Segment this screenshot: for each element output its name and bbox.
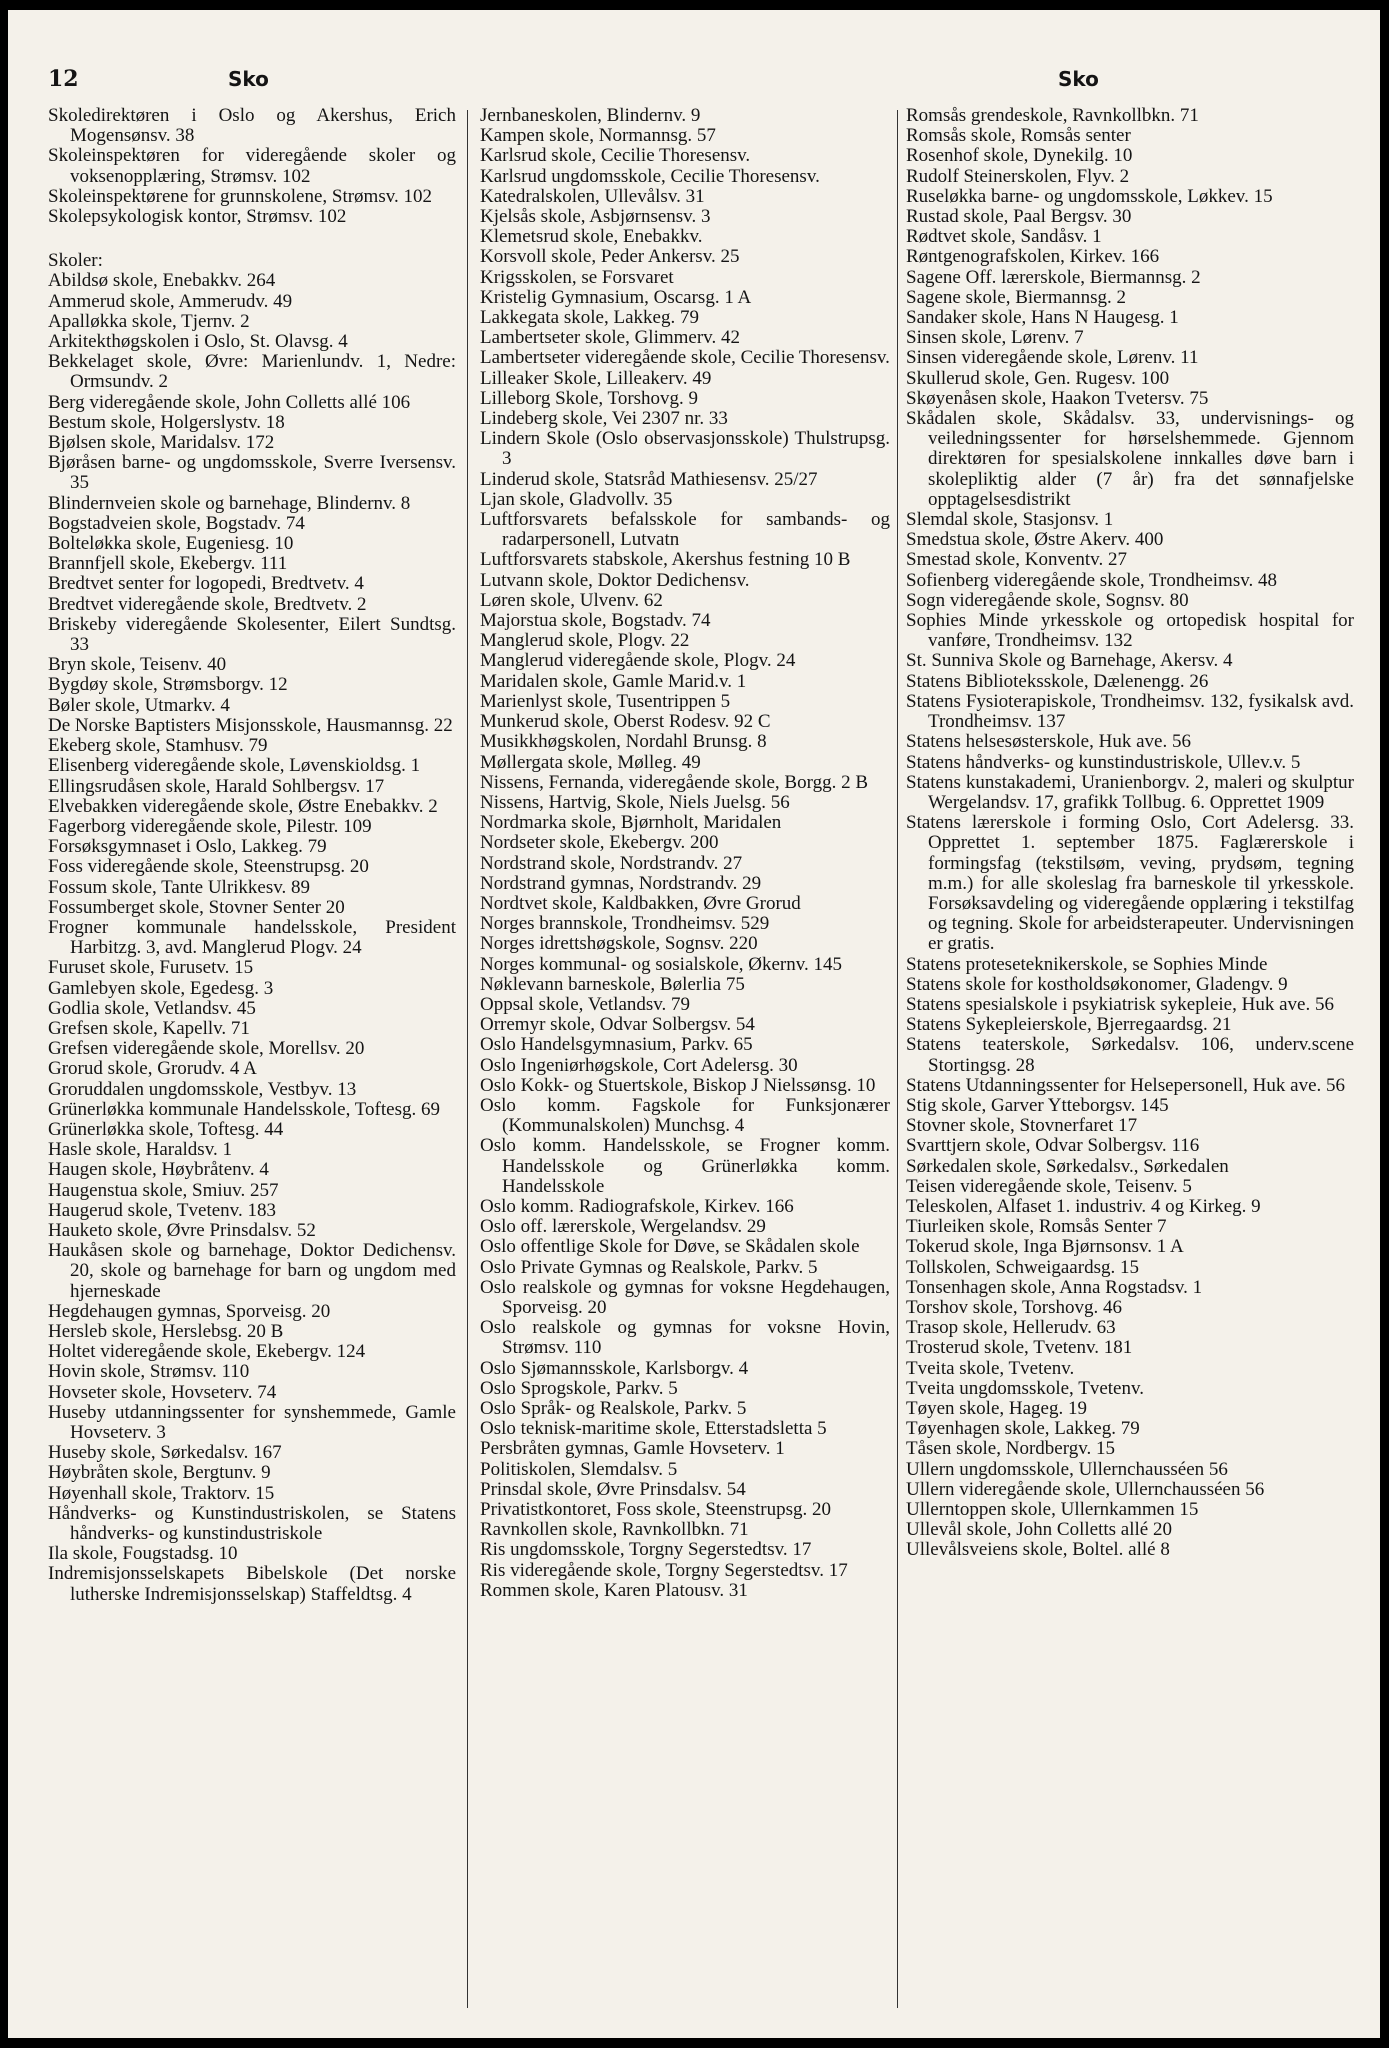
directory-entry: Blindernveien skole og barnehage, Blindernv. 8 bbox=[48, 492, 411, 514]
directory-entry: Statens kunstakademi, Uranienborgv. 2, maleri og skulptur Wergelandsv. 17, grafikk Tollbug. 6. Opprettet 1909 bbox=[906, 771, 1354, 813]
directory-entry: Oslo Sprogskole, Parkv. 5 bbox=[480, 1377, 678, 1399]
directory-entry: Skoledirektøren i Oslo og Akershus, Erich Mogensønsv. 38 bbox=[48, 106, 456, 147]
directory-entry: Sinsen skole, Lørenv. 7 bbox=[906, 327, 1084, 349]
directory-entry: Kristelig Gymnasium, Oscarsg. 1 A bbox=[480, 286, 752, 308]
directory-entry: Tåsen skole, Nordbergv. 15 bbox=[906, 1438, 1115, 1460]
directory-entry: Klemetsrud skole, Enebakkv. bbox=[480, 226, 703, 248]
directory-entry: Nordtvet skole, Kaldbakken, Øvre Grorud bbox=[480, 892, 801, 914]
directory-entry: Elvebakken videregående skole, Østre Enebakkv. 2 bbox=[48, 795, 438, 817]
directory-entry: Statens teaterskole, Sørkedalsv. 106, underv.scene Stortingsg. 28 bbox=[906, 1034, 1354, 1076]
directory-entry: Ullern ungdomsskole, Ullernchausséen 56 bbox=[906, 1458, 1228, 1480]
directory-entry: Nøklevann barneskole, Bølerlia 75 bbox=[480, 973, 745, 995]
directory-entry: Maridalen skole, Gamle Marid.v. 1 bbox=[480, 670, 747, 692]
directory-entry: Romsås skole, Romsås senter bbox=[906, 125, 1131, 147]
directory-entry: Røntgenografskolen, Kirkev. 166 bbox=[906, 246, 1160, 268]
directory-entry: Oslo Ingeniørhøgskole, Cort Adelersg. 30 bbox=[480, 1054, 798, 1076]
directory-entry: Persbråten gymnas, Gamle Hovseterv. 1 bbox=[480, 1438, 785, 1460]
directory-entry: Teleskolen, Alfaset 1. industriv. 4 og Kirkeg. 9 bbox=[906, 1195, 1261, 1217]
directory-entry: Lambertseter videregående skole, Cecilie Thoresensv. bbox=[480, 347, 890, 369]
directory-entry: Tøyen skole, Hageg. 19 bbox=[906, 1398, 1087, 1419]
directory-entry: Prinsdal skole, Øvre Prinsdalsv. 54 bbox=[480, 1478, 746, 1500]
directory-entry: Håndverks- og Kunstindustriskolen, se Statens håndverks- og kunstindustriskole bbox=[48, 1502, 456, 1545]
directory-entry: Huseby utdanningssenter for synshemmede, Gamle Hovseterv. 3 bbox=[48, 1401, 456, 1443]
directory-entry: Statens spesialskole i psykiatrisk sykepleie, Huk ave. 56 bbox=[906, 993, 1334, 1015]
directory-entry: Indremisjonsselskapets Bibelskole (Det norske lutherske Indremisjonsselskap) Staffeldtsg. 4 bbox=[48, 1563, 456, 1605]
directory-entry: Statens proteseteknikerskole, se Sophies Minde bbox=[906, 953, 1268, 975]
directory-entry: Skoleinspektørene for grunnskolene, Strømsv. 102 bbox=[48, 185, 432, 207]
directory-entry: Ullerntoppen skole, Ullernkammen 15 bbox=[906, 1499, 1199, 1521]
directory-entry: Forsøksgymnaset i Oslo, Lakkeg. 79 bbox=[48, 836, 327, 858]
directory-entry: Sogn videregående skole, Sognsv. 80 bbox=[906, 589, 1189, 611]
directory-entry: Politiskolen, Slemdalsv. 5 bbox=[480, 1458, 678, 1480]
directory-entry: Katedralskolen, Ullevålsv. 31 bbox=[480, 185, 705, 207]
directory-entry: Oslo teknisk-maritime skole, Etterstadsletta 5 bbox=[480, 1418, 827, 1440]
directory-entry: Fossum skole, Tante Ulrikkesv. 89 bbox=[48, 876, 311, 898]
column-divider bbox=[897, 110, 898, 2008]
directory-entry: Møllergata skole, Mølleg. 49 bbox=[480, 751, 701, 773]
directory-entry: Sandaker skole, Hans N Haugesg. 1 bbox=[906, 307, 1179, 329]
directory-entry: Linderud skole, Statsråd Mathiesensv. 25/27 bbox=[480, 468, 818, 490]
directory-entry: Skullerud skole, Gen. Rugesv. 100 bbox=[906, 367, 1170, 389]
directory-entry: Ris videregående skole, Torgny Segerstedtsv. 17 bbox=[480, 1559, 848, 1581]
directory-entry: Ravnkollen skole, Ravnkollbkn. 71 bbox=[480, 1519, 749, 1541]
directory-entry: Høybråten skole, Bergtunv. 9 bbox=[48, 1462, 271, 1484]
directory-entry: Ullevålsveiens skole, Boltel. allé 8 bbox=[906, 1539, 1170, 1561]
column-divider bbox=[467, 110, 468, 2008]
directory-entry: Bredtvet videregående skole, Bredtvetv. 2 bbox=[48, 593, 367, 615]
directory-entry: Sinsen videregående skole, Lørenv. 11 bbox=[906, 347, 1199, 369]
directory-entry: Norges kommunal- og sosialskole, Økernv. 145 bbox=[480, 953, 843, 975]
directory-entry: Manglerud skole, Plogv. 22 bbox=[480, 630, 690, 652]
directory-entry: Tiurleiken skole, Romsås Senter 7 bbox=[906, 1216, 1167, 1238]
directory-entry: Hegdehaugen gymnas, Sporveisg. 20 bbox=[48, 1300, 331, 1322]
directory-entry: Oslo Private Gymnas og Realskole, Parkv. 5 bbox=[480, 1256, 818, 1278]
directory-entry: Briskeby videregående Skolesenter, Eilert Sundtsg. 33 bbox=[48, 613, 456, 656]
directory-entry: Rosenhof skole, Dynekilg. 10 bbox=[906, 145, 1133, 167]
directory-entry: Furuset skole, Furusetv. 15 bbox=[48, 957, 254, 979]
directory-entry: Grefsen skole, Kapellv. 71 bbox=[48, 1017, 250, 1039]
directory-entry: Ullevål skole, John Colletts allé 20 bbox=[906, 1519, 1172, 1541]
directory-entry: Statens Biblioteksskole, Dælenengg. 26 bbox=[906, 670, 1209, 692]
directory-entry: Holtet videregående skole, Ekebergv. 124 bbox=[48, 1341, 366, 1363]
directory-entry: Hersleb skole, Herslebsg. 20 B bbox=[48, 1320, 284, 1342]
running-head-right: Sko bbox=[1058, 67, 1099, 91]
directory-entry: Stig skole, Garver Ytteborgsv. 145 bbox=[906, 1094, 1169, 1116]
directory-entry: Oslo Kokk- og Stuertskole, Biskop J Nielssønsg. 10 bbox=[480, 1074, 876, 1096]
directory-entry: Bekkelaget skole, Øvre: Marienlundv. 1, Nedre: Ormsundv. 2 bbox=[48, 351, 456, 393]
directory-entry: Statens håndverks- og kunstindustriskole, Ullev.v. 5 bbox=[906, 751, 1301, 773]
directory-entry: Oslo realskole og gymnas for voksne Hovin, Strømsv. 110 bbox=[480, 1317, 890, 1359]
directory-entry: Sagene Off. lærerskole, Biermannsg. 2 bbox=[906, 266, 1201, 288]
directory-entry: Stovner skole, Stovnerfaret 17 bbox=[906, 1115, 1138, 1137]
directory-entry: Lilleborg Skole, Torshovg. 9 bbox=[480, 387, 699, 409]
directory-entry: Lilleaker Skole, Lilleakerv. 49 bbox=[480, 367, 712, 389]
directory-entry: Teisen videregående skole, Teisenv. 5 bbox=[906, 1175, 1192, 1197]
directory-entry: Skolepsykologisk kontor, Strømsv. 102 bbox=[48, 206, 347, 228]
directory-entry: Smestad skole, Konventv. 27 bbox=[906, 549, 1127, 571]
directory-entry: Statens lærerskole i forming Oslo, Cort Adelersg. 33. Opprettet 1. september 1875. Faglærerskole i formingsfag (tekstilsøm, veving, prydsøm, tegning m.m.) for alle skoleslag fra barneskole til yrkesskole. Forsøksavdeling og videregående opplæring i tekstilfag og tegning. Skole for arbeidsterapeuter. Undervisningen er gratis. bbox=[906, 812, 1354, 955]
directory-entry: Abildsø skole, Enebakkv. 264 bbox=[48, 270, 276, 292]
directory-entry: Hasle skole, Haraldsv. 1 bbox=[48, 1139, 232, 1161]
directory-entry: Haukåsen skole og barnehage, Doktor Dedichensv. 20, skole og barnehage for barn og ungdom med hjerneskade bbox=[48, 1240, 456, 1302]
directory-entry: Grünerløkka kommunale Handelsskole, Toftesg. 69 bbox=[48, 1098, 440, 1120]
directory-entry: Rudolf Steinerskolen, Flyv. 2 bbox=[906, 165, 1130, 187]
directory-entry: Tveita skole, Tvetenv. bbox=[906, 1357, 1075, 1379]
directory-entry: Bogstadveien skole, Bogstadv. 74 bbox=[48, 512, 305, 534]
directory-entry: Nordmarka skole, Bjørnholt, Maridalen bbox=[480, 812, 782, 834]
directory-entry: Orremyr skole, Odvar Solbergsv. 54 bbox=[480, 1014, 755, 1036]
directory-entry: Elisenberg videregående skole, Løvenskioldsg. 1 bbox=[48, 755, 421, 777]
directory-entry: Frogner kommunale handelsskole, President Harbitzg. 3, avd. Manglerud Plogv. 24 bbox=[48, 916, 456, 959]
directory-entry: Huseby skole, Sørkedalsv. 167 bbox=[48, 1442, 282, 1464]
directory-entry: Apalløkka skole, Tjernv. 2 bbox=[48, 310, 250, 332]
directory-entry: Haugen skole, Høybråtenv. 4 bbox=[48, 1159, 269, 1181]
directory-entry: Majorstua skole, Bogstadv. 74 bbox=[480, 610, 711, 632]
directory-entry: Manglerud videregående skole, Plogv. 24 bbox=[480, 650, 796, 672]
directory-entry: Foss videregående skole, Steenstrupsg. 20 bbox=[48, 856, 369, 878]
directory-entry: Ammerud skole, Ammerudv. 49 bbox=[48, 290, 293, 312]
directory-entry: Lindern Skole (Oslo observasjonsskole) Thulstrupsg. 3 bbox=[480, 428, 890, 470]
directory-entry: Hovseter skole, Hovseterv. 74 bbox=[48, 1381, 277, 1403]
directory-entry: Bygdøy skole, Strømsborgv. 12 bbox=[48, 674, 288, 696]
directory-entry: Ila skole, Fougstadsg. 10 bbox=[48, 1543, 238, 1565]
directory-entry: Grorud skole, Grorudv. 4 A bbox=[48, 1058, 257, 1080]
directory-entry: Skøyenåsen skole, Haakon Tvetersv. 75 bbox=[906, 387, 1209, 409]
directory-entry: Fossumberget skole, Stovner Senter 20 bbox=[48, 896, 345, 918]
directory-entry: Karlsrud ungdomsskole, Cecilie Thoresensv. bbox=[480, 165, 820, 187]
directory-entry: Bjølsen skole, Maridalsv. 172 bbox=[48, 432, 275, 454]
directory-entry: Oslo komm. Handelsskole, se Frogner komm. Handelsskole og Grünerløkka komm. Handelsskole bbox=[480, 1135, 890, 1197]
directory-entry: Nordseter skole, Ekebergv. 200 bbox=[480, 832, 719, 854]
directory-entry: Oslo realskole og gymnas for voksne Hegdehaugen, Sporveisg. 20 bbox=[480, 1276, 890, 1318]
directory-entry: Høyenhall skole, Traktorv. 15 bbox=[48, 1482, 275, 1504]
directory-entry: Lakkegata skole, Lakkeg. 79 bbox=[480, 307, 699, 329]
directory-entry: Tokerud skole, Inga Bjørnsonsv. 1 A bbox=[906, 1236, 1184, 1258]
directory-entry: Sagene skole, Biermannsg. 2 bbox=[906, 286, 1127, 308]
directory-entry: Haugerud skole, Tvetenv. 183 bbox=[48, 1199, 276, 1221]
directory-entry: Norges idrettshøgskole, Sognsv. 220 bbox=[480, 933, 758, 955]
directory-entry: Slemdal skole, Stasjonsv. 1 bbox=[906, 509, 1114, 531]
directory-page bbox=[8, 10, 1380, 2038]
directory-entry: Privatistkontoret, Foss skole, Steenstrupsg. 20 bbox=[480, 1499, 831, 1521]
directory-entry: Bøler skole, Utmarkv. 4 bbox=[48, 694, 230, 716]
directory-entry: Løren skole, Ulvenv. 62 bbox=[480, 589, 663, 611]
directory-entry: Karlsrud skole, Cecilie Thoresensv. bbox=[480, 145, 751, 167]
directory-entry: De Norske Baptisters Misjonsskole, Hausmannsg. 22 bbox=[48, 714, 453, 736]
directory-entry: Tøyenhagen skole, Lakkeg. 79 bbox=[906, 1418, 1140, 1440]
directory-entry: Berg videregående skole, John Colletts allé 106 bbox=[48, 391, 411, 413]
directory-entry: Romsås grendeskole, Ravnkollbkn. 71 bbox=[906, 106, 1199, 126]
directory-entry: Nordstrand skole, Nordstrandv. 27 bbox=[480, 852, 743, 874]
directory-entry: Trosterud skole, Tvetenv. 181 bbox=[906, 1337, 1133, 1359]
directory-entry: Kjelsås skole, Asbjørnsensv. 3 bbox=[480, 206, 711, 228]
directory-entry: Trasop skole, Hellerudv. 63 bbox=[906, 1317, 1116, 1339]
directory-entry: Statens skole for kostholdsøkonomer, Gladengv. 9 bbox=[906, 973, 1288, 995]
directory-entry: Nissens, Fernanda, videregående skole, Borgg. 2 B bbox=[480, 771, 869, 793]
directory-entry: Fagerborg videregående skole, Pilestr. 109 bbox=[48, 815, 372, 837]
directory-entry: Skoleinspektøren for videregående skoler og voksenopplæring, Strømsv. 102 bbox=[48, 145, 456, 187]
directory-entry: Munkerud skole, Oberst Rodesv. 92 C bbox=[480, 711, 771, 733]
directory-entry: Luftforsvarets stabskole, Akershus festning 10 B bbox=[480, 549, 851, 571]
directory-entry: Sofienberg videregående skole, Trondheimsv. 48 bbox=[906, 569, 1277, 591]
column-3 bbox=[906, 106, 1354, 2018]
directory-entry: Statens Sykepleierskole, Bjerregaardsg. 21 bbox=[906, 1014, 1232, 1036]
directory-entry: Hovin skole, Strømsv. 110 bbox=[48, 1361, 250, 1383]
column-2 bbox=[480, 106, 890, 2018]
directory-entry: Bestum skole, Holgerslystv. 18 bbox=[48, 411, 285, 433]
directory-entry: Godlia skole, Vetlandsv. 45 bbox=[48, 997, 256, 1019]
directory-entry: Korsvoll skole, Peder Ankersv. 25 bbox=[480, 246, 740, 268]
directory-entry: Oslo Språk- og Realskole, Parkv. 5 bbox=[480, 1398, 747, 1419]
directory-entry: Smedstua skole, Østre Akerv. 400 bbox=[906, 529, 1164, 551]
directory-entry: Nissens, Hartvig, Skole, Niels Juelsg. 56 bbox=[480, 791, 790, 813]
directory-entry: Tveita ungdomsskole, Tvetenv. bbox=[906, 1377, 1144, 1399]
running-head-left: Sko bbox=[228, 67, 269, 91]
directory-entry: Svarttjern skole, Odvar Solbergsv. 116 bbox=[906, 1135, 1200, 1157]
directory-entry: Statens Utdanningssenter for Helsepersonell, Huk ave. 56 bbox=[906, 1074, 1346, 1096]
directory-entry: Grünerløkka skole, Toftesg. 44 bbox=[48, 1118, 284, 1140]
directory-entry: Rustad skole, Paal Bergsv. 30 bbox=[906, 206, 1132, 228]
directory-entry: Statens Fysioterapiskole, Trondheimsv. 132, fysikalsk avd. Trondheimsv. 137 bbox=[906, 690, 1354, 733]
directory-entry: Tonsenhagen skole, Anna Rogstadsv. 1 bbox=[906, 1276, 1203, 1298]
column-1 bbox=[48, 106, 456, 2018]
directory-entry: Sophies Minde yrkesskole og ortopedisk hospital for vanføre, Trondheimsv. 132 bbox=[906, 610, 1354, 652]
directory-entry: Jernbaneskolen, Blindernv. 9 bbox=[480, 106, 701, 126]
directory-entry: Haugenstua skole, Smiuv. 257 bbox=[48, 1179, 279, 1201]
directory-entry: Oppsal skole, Vetlandsv. 79 bbox=[480, 993, 691, 1015]
directory-entry: Marienlyst skole, Tusentrippen 5 bbox=[480, 690, 731, 712]
directory-entry: Grefsen videregående skole, Morellsv. 20 bbox=[48, 1038, 365, 1060]
directory-entry: Hauketo skole, Øvre Prinsdalsv. 52 bbox=[48, 1219, 316, 1241]
directory-entry: Luftforsvarets befalsskole for sambands- og radarpersonell, Lutvatn bbox=[480, 509, 890, 551]
directory-entry: Tollskolen, Schweigaardsg. 15 bbox=[906, 1256, 1139, 1278]
directory-entry: Nordstrand gymnas, Nordstrandv. 29 bbox=[480, 872, 762, 894]
directory-entry: Brannfjell skole, Ekebergv. 111 bbox=[48, 553, 288, 575]
directory-entry: Ekeberg skole, Stamhusv. 79 bbox=[48, 735, 268, 757]
directory-entry: Torshov skole, Torshovg. 46 bbox=[906, 1296, 1123, 1318]
directory-entry: Musikkhøgskolen, Nordahl Brunsg. 8 bbox=[480, 731, 767, 753]
directory-entry: Ris ungdomsskole, Torgny Segerstedtsv. 17 bbox=[480, 1539, 812, 1561]
directory-entry: Sørkedalen skole, Sørkedalsv., Sørkedalen bbox=[906, 1155, 1229, 1177]
directory-entry: Oslo Handelsgymnasium, Parkv. 65 bbox=[480, 1034, 753, 1056]
directory-entry: Lutvann skole, Doktor Dedichensv. bbox=[480, 569, 750, 591]
directory-entry: Rommen skole, Karen Platousv. 31 bbox=[480, 1579, 748, 1601]
directory-entry: Norges brannskole, Trondheimsv. 529 bbox=[480, 913, 770, 935]
directory-entry: Oslo Sjømannsskole, Karlsborgv. 4 bbox=[480, 1357, 749, 1379]
directory-entry: Bolteløkka skole, Eugeniesg. 10 bbox=[48, 533, 294, 555]
directory-entry: Oslo offentlige Skole for Døve, se Skådalen skole bbox=[480, 1236, 860, 1258]
directory-entry: Lindeberg skole, Vei 2307 nr. 33 bbox=[480, 408, 728, 430]
directory-entry: Gamlebyen skole, Egedesg. 3 bbox=[48, 977, 274, 999]
page-number: 12 bbox=[48, 66, 79, 92]
directory-entry: Bryn skole, Teisenv. 40 bbox=[48, 654, 227, 676]
directory-entry: Statens helsesøsterskole, Huk ave. 56 bbox=[906, 731, 1191, 753]
directory-entry: Rødtvet skole, Sandåsv. 1 bbox=[906, 226, 1102, 248]
directory-entry: Skådalen skole, Skådalsv. 33, undervisnings- og veiledningssenter for hørselshemmede. Gjennom direktøren for spesialskolene innkalles døve barn i skolepliktig alder (7 år) fra det sønnafjelske opptagelsesdistrikt bbox=[906, 408, 1354, 510]
directory-entry: Ruseløkka barne- og ungdomsskole, Løkkev. 15 bbox=[906, 185, 1273, 207]
directory-entry: Krigsskolen, se Forsvaret bbox=[480, 266, 674, 288]
directory-entry: Bjøråsen barne- og ungdomsskole, Sverre Iversensv. 35 bbox=[48, 452, 456, 494]
directory-entry: Skoler: bbox=[48, 250, 103, 272]
directory-entry: St. Sunniva Skole og Barnehage, Akersv. 4 bbox=[906, 650, 1233, 672]
directory-entry: Ellingsrudåsen skole, Harald Sohlbergsv. 17 bbox=[48, 775, 385, 797]
directory-entry: Groruddalen ungdomsskole, Vestbyv. 13 bbox=[48, 1078, 357, 1100]
directory-entry: Arkitekthøgskolen i Oslo, St. Olavsg. 4 bbox=[48, 331, 348, 353]
directory-entry: Bredtvet senter for logopedi, Bredtvetv. 4 bbox=[48, 573, 364, 595]
directory-entry: Lambertseter skole, Glimmerv. 42 bbox=[480, 327, 740, 349]
directory-entry: Ljan skole, Gladvollv. 35 bbox=[480, 488, 673, 510]
directory-entry: Oslo off. lærerskole, Wergelandsv. 29 bbox=[480, 1216, 766, 1238]
directory-entry: Oslo komm. Fagskole for Funksjonærer (Kommunalskolen) Munchsg. 4 bbox=[480, 1094, 890, 1137]
directory-entry: Oslo komm. Radiografskole, Kirkev. 166 bbox=[480, 1195, 794, 1217]
directory-entry: Ullern videregående skole, Ullernchausséen 56 bbox=[906, 1478, 1265, 1500]
directory-entry: Kampen skole, Normannsg. 57 bbox=[480, 125, 716, 147]
